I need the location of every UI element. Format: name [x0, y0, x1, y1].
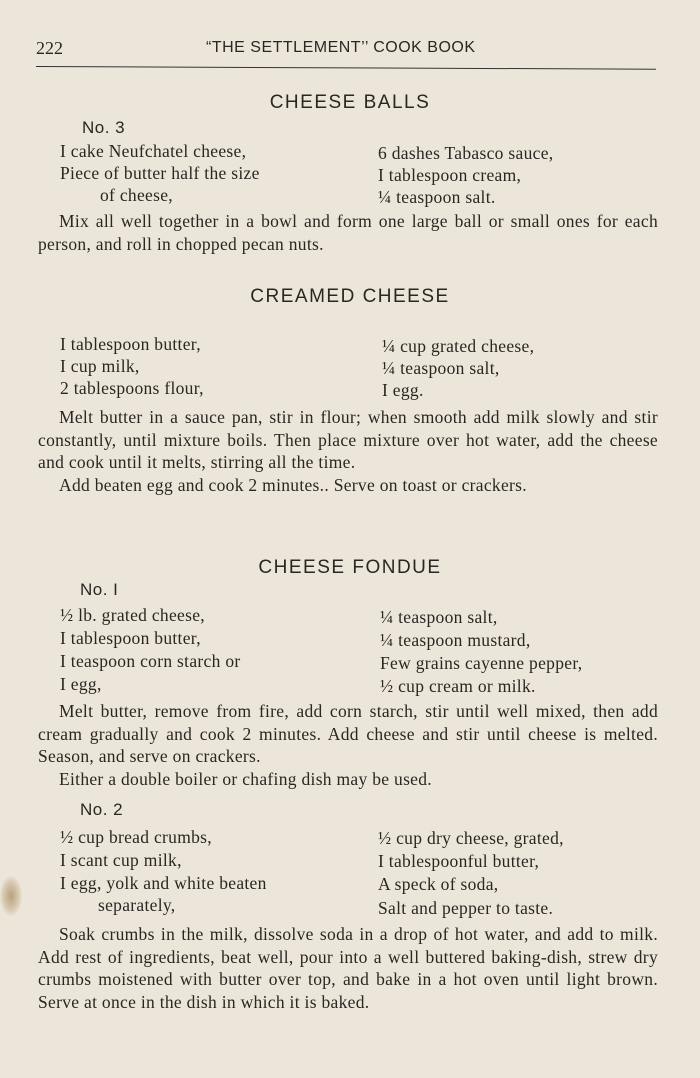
ingredient: Few grains cayenne pepper,: [380, 653, 583, 673]
ingredient: I tablespoonful butter,: [378, 851, 540, 871]
running-header: [36, 38, 656, 62]
ingredient: ¼ teaspoon salt,: [380, 607, 498, 627]
ingredient: ½ lb. grated cheese,: [60, 605, 205, 625]
direction-paragraph: Soak crumbs in the milk, dissolve soda in a drop of hot water, and add to milk. Add rest of ingredients, beat well, pour into a well buttered baking-dish, strew dry crumbs moistened with butter over top, and bake in a hot oven until light brown. Serve at once in the dish in which it is baked.: [38, 924, 658, 1012]
directions: [38, 210, 658, 255]
recipe-title-cheese-fondue: CHEESE FONDUE: [258, 557, 442, 578]
header-rule: [36, 66, 656, 70]
ingredient: A speck of soda,: [378, 874, 499, 894]
ingredient: Piece of butter half the size: [60, 163, 260, 183]
ingredient: I cup milk,: [60, 356, 140, 376]
ingredient: I egg.: [382, 380, 424, 400]
ingredient: I egg,: [60, 674, 102, 694]
direction-paragraph: Either a double boiler or chafing dish may be used.: [59, 768, 432, 789]
ingredient: separately,: [98, 895, 176, 915]
recipe-number: No. 3: [82, 118, 126, 137]
page-stain: [0, 876, 22, 916]
ingredient: I cake Neufchatel cheese,: [60, 141, 247, 161]
ingredient: Salt and pepper to taste.: [378, 898, 554, 918]
ingredient: ½ cup bread crumbs,: [60, 827, 212, 847]
ingredient: ¼ cup grated cheese,: [382, 336, 535, 356]
ingredient: of cheese,: [100, 185, 173, 205]
ingredient: I teaspoon corn starch or: [60, 651, 241, 671]
direction-paragraph: Melt butter in a sauce pan, stir in flour; when smooth add milk slowly and stir constantly, until mixture boils. Then place mixture over hot water, add the cheese and cook until it melts, stirring all the time.: [38, 407, 658, 472]
recipe-title-creamed-cheese: CREAMED CHEESE: [250, 286, 450, 307]
ingredient: I scant cup milk,: [60, 850, 182, 870]
ingredient: I tablespoon cream,: [378, 165, 522, 185]
ingredient: ½ cup cream or milk.: [380, 676, 536, 696]
directions: [38, 923, 658, 1013]
book-title: “THE SETTLEMENT’’ COOK BOOK: [206, 39, 476, 56]
direction-paragraph: Melt butter, remove from fire, add corn starch, stir until well mixed, then add cream gradually and cook 2 minutes. Add cheese and stir until cheese is melted. Season, and serve on crackers.: [38, 701, 658, 766]
page-number: 222: [36, 38, 63, 58]
recipe-number: No. I: [80, 580, 119, 599]
ingredient: ¼ teaspoon salt,: [382, 358, 500, 378]
ingredient: ¼ teaspoon mustard,: [380, 630, 531, 650]
directions: [38, 700, 658, 790]
direction-paragraph: Add beaten egg and cook 2 minutes.. Serve on toast or crackers.: [59, 474, 527, 495]
ingredient: ½ cup dry cheese, grated,: [378, 828, 564, 848]
recipe-number: No. 2: [80, 800, 124, 819]
ingredient: 2 tablespoons flour,: [60, 378, 204, 398]
direction-paragraph: Mix all well together in a bowl and form one large ball or small ones for each person, and roll in chopped pecan nuts.: [38, 211, 658, 254]
ingredient: I tablespoon butter,: [60, 628, 201, 648]
directions: [38, 406, 658, 496]
ingredient: I tablespoon butter,: [60, 334, 201, 354]
ingredient: ¼ teaspoon salt.: [378, 187, 496, 207]
ingredient: I egg, yolk and white beaten: [60, 873, 267, 893]
ingredient: 6 dashes Tabasco sauce,: [378, 143, 554, 163]
recipe-title-cheese-balls: CHEESE BALLS: [269, 92, 431, 113]
